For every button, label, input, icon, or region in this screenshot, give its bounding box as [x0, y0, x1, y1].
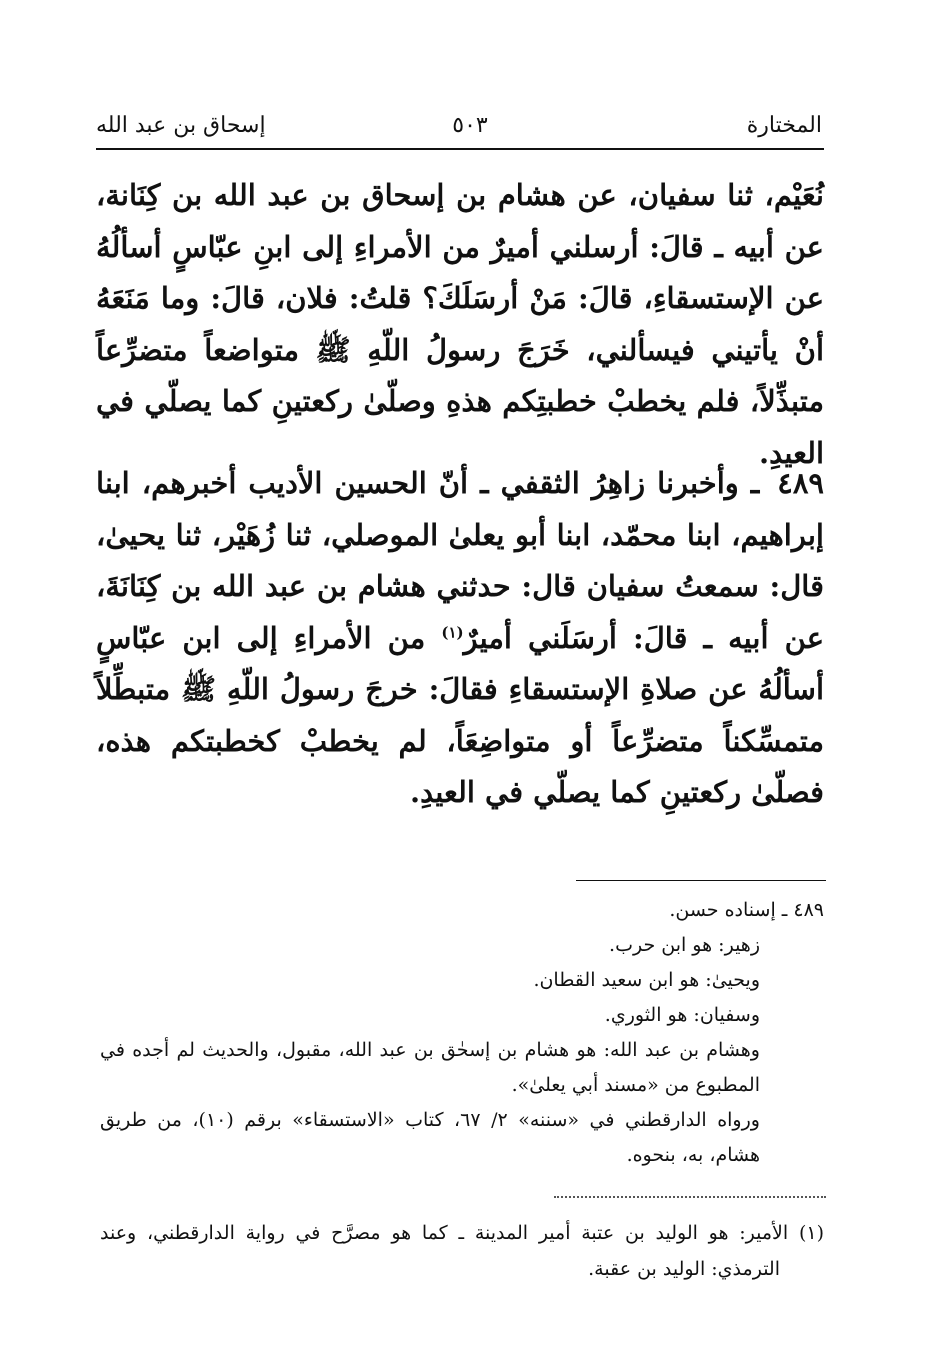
- footnote-reference[interactable]: (١): [441, 622, 464, 641]
- note-number: ٤٨٩: [793, 899, 824, 921]
- footnote-1: [100, 1215, 824, 1287]
- page-number: ٥٠٣: [452, 113, 488, 138]
- hadith-text-part-2: من الأمراءِ إلى ابن عبّاسٍ أسألُهُ عن صلاةِ الإستسقاءِ فقالَ: خرجَ رسولُ اللّهِ ﷺ متبطِّلاً متمسِّكناً متضرِّعاً أو متواضِعَاً، لم يخطبْ كخطبتكم هذه، فصلّىٰ ركعتينِ كما يصلّي في العيدِ.: [96, 620, 824, 809]
- running-header-book-title: المختارة: [746, 113, 822, 138]
- note-line: زهير: هو ابن حرب.: [609, 934, 760, 956]
- hadith-489-notes: [100, 893, 824, 1173]
- running-header-chapter: إسحاق بن عبد الله: [96, 113, 266, 138]
- note-line: ورواه الدارقطني في «سننه» ٢/ ٦٧، كتاب «الاستسقاء» برقم (١٠)، من طريق هشام، به، بنحوه.: [100, 1109, 760, 1166]
- footnote-marker: (١): [798, 1222, 824, 1244]
- note-line: وسفيان: هو الثوري.: [604, 1004, 760, 1026]
- hadith-number: ٤٨٩: [777, 466, 824, 500]
- note-line: ويحيىٰ: هو ابن سعيد القطان.: [533, 969, 760, 991]
- footnote-text: الأمير: هو الوليد بن عتبة أمير المدينة ـ كما هو مصرَّح في رواية الدارقطني، وعند الترمذي: الوليد بن عقبة.: [100, 1222, 789, 1280]
- footnote-separator: [554, 1196, 826, 1198]
- header-divider: [96, 148, 824, 150]
- notes-separator: [576, 880, 826, 881]
- hadith-489: [96, 458, 824, 819]
- hadith-488-continuation: نُعَيْم، ثنا سفيان، عن هشام بن إسحاق بن عبد الله بن كِنَانة، عن أبيه ـ قالَ: أرسلني أميرٌ من الأمراءِ إلى ابنِ عبّاسٍ أسألُهُ عن الإستسقاءِ، قالَ: مَنْ أرسَلَكَ؟ قلتُ: فلان، قالَ: وما مَنَعَهُ أنْ يأتيني فيسألني، خَرَجَ رسولُ اللّهِ ﷺ متواضعاً متضرِّعاً متبذِّلاً، فلم يخطبْ خطبتِكم هذهِ وصلّىٰ ركعتينِ كما يصلّي في العيدِ.: [96, 178, 824, 470]
- note-line: وهشام بن عبد الله: هو هشام بن إسحٰق بن عبد الله، مقبول، والحديث لم أجده في المطبوع من «مسند أبي يعلىٰ».: [100, 1039, 760, 1096]
- note-grading: ـ إسناده حسن.: [669, 899, 788, 921]
- hadith-text-part-1: ـ وأخبرنا زاهِرُ الثقفي ـ أنّ الحسين الأديب أخبرهم، ابنا إبراهيم، ابنا محمّد، ابنا أبو يعلىٰ الموصلي، ثنا زُهَيْر، ثنا يحيىٰ، قال: سمعتُ سفيان قال: حدثني هشام بن عبد الله بن كِنَانَةَ، عن أبيه ـ قالَ: أرسَلَني أميرٌ: [96, 466, 824, 655]
- note-heading: [100, 893, 824, 928]
